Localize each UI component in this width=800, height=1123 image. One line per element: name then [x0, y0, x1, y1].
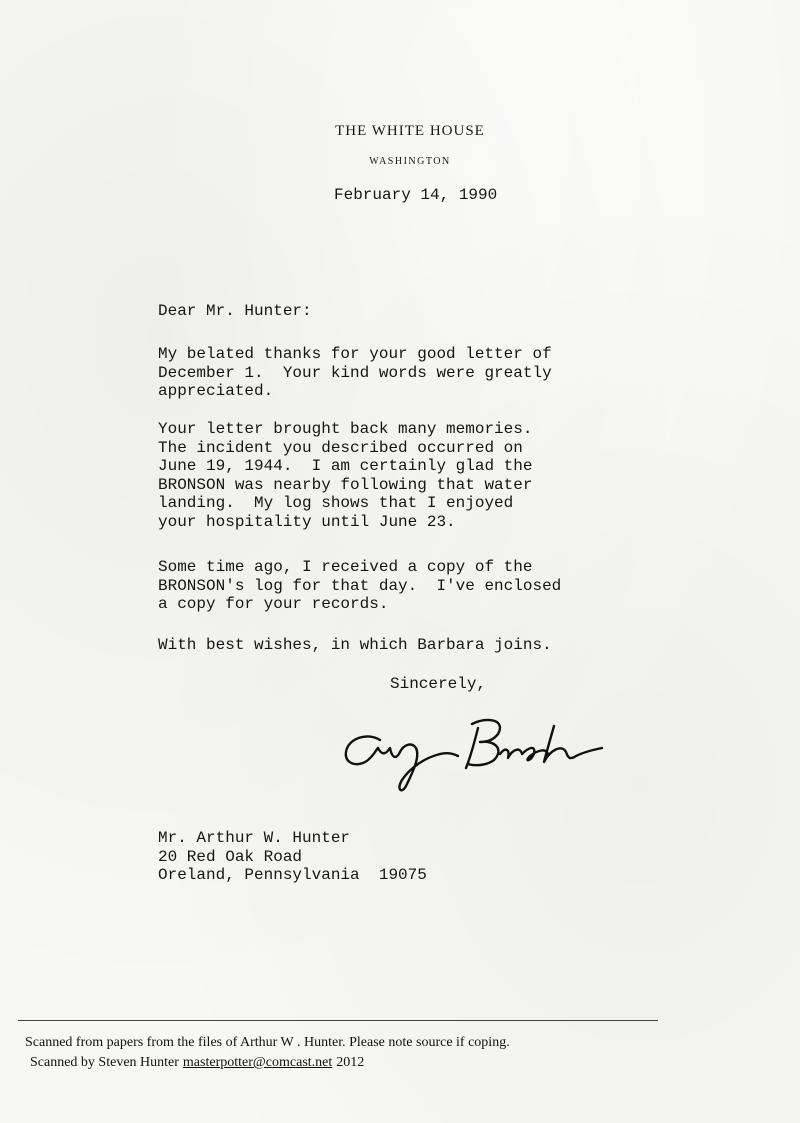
address-line: 20 Red Oak Road — [158, 847, 303, 866]
closing: Sincerely, — [390, 675, 487, 693]
footer-divider — [18, 1020, 658, 1021]
body-paragraph — [158, 636, 678, 655]
email-link[interactable]: masterpotter@comcast.net — [182, 1055, 333, 1070]
scanner-name: Scanned by Steven Hunter — [30, 1055, 179, 1070]
body-paragraph — [158, 420, 678, 531]
body-line: June 19, 1944. I am certainly glad the — [158, 457, 533, 475]
signature-image — [340, 710, 610, 795]
body-line: Your letter brought back many memories. — [158, 420, 533, 438]
body-paragraph — [158, 558, 678, 614]
body-line: My belated thanks for your good letter of — [158, 345, 552, 363]
letter-date: February 14, 1990 — [334, 186, 498, 204]
body-line: Some time ago, I received a copy of the — [158, 558, 533, 576]
footer-year: 2012 — [336, 1055, 365, 1070]
address-line: Mr. Arthur W. Hunter — [158, 829, 351, 847]
body-line: The incident you described occurred on — [158, 438, 523, 457]
body-line: With best wishes, in which Barbara joins. — [158, 636, 552, 654]
body-paragraph — [158, 345, 678, 401]
body-line: BRONSON was nearby following that water — [158, 475, 533, 494]
footer-scanner-credit — [30, 1055, 364, 1071]
body-line: a copy for your records. — [158, 595, 389, 613]
body-line: landing. My log shows that I enjoyed — [158, 494, 514, 512]
address-line: Oreland, Pennsylvania 19075 — [158, 866, 427, 884]
body-line: your hospitality until June 23. — [158, 512, 456, 531]
footer-source-note: Scanned from papers from the files of Arthur W . Hunter. Please note source if coping. — [25, 1035, 510, 1050]
salutation: Dear Mr. Hunter: — [158, 302, 312, 320]
body-line: appreciated. — [158, 382, 274, 400]
recipient-address — [158, 829, 427, 885]
letterhead-city: WASHINGTON — [369, 156, 451, 167]
body-line: December 1. Your kind words were greatly — [158, 363, 552, 382]
body-line: BRONSON's log for that day. I've enclosed — [158, 576, 562, 595]
letterhead-title: THE WHITE HOUSE — [335, 123, 485, 139]
